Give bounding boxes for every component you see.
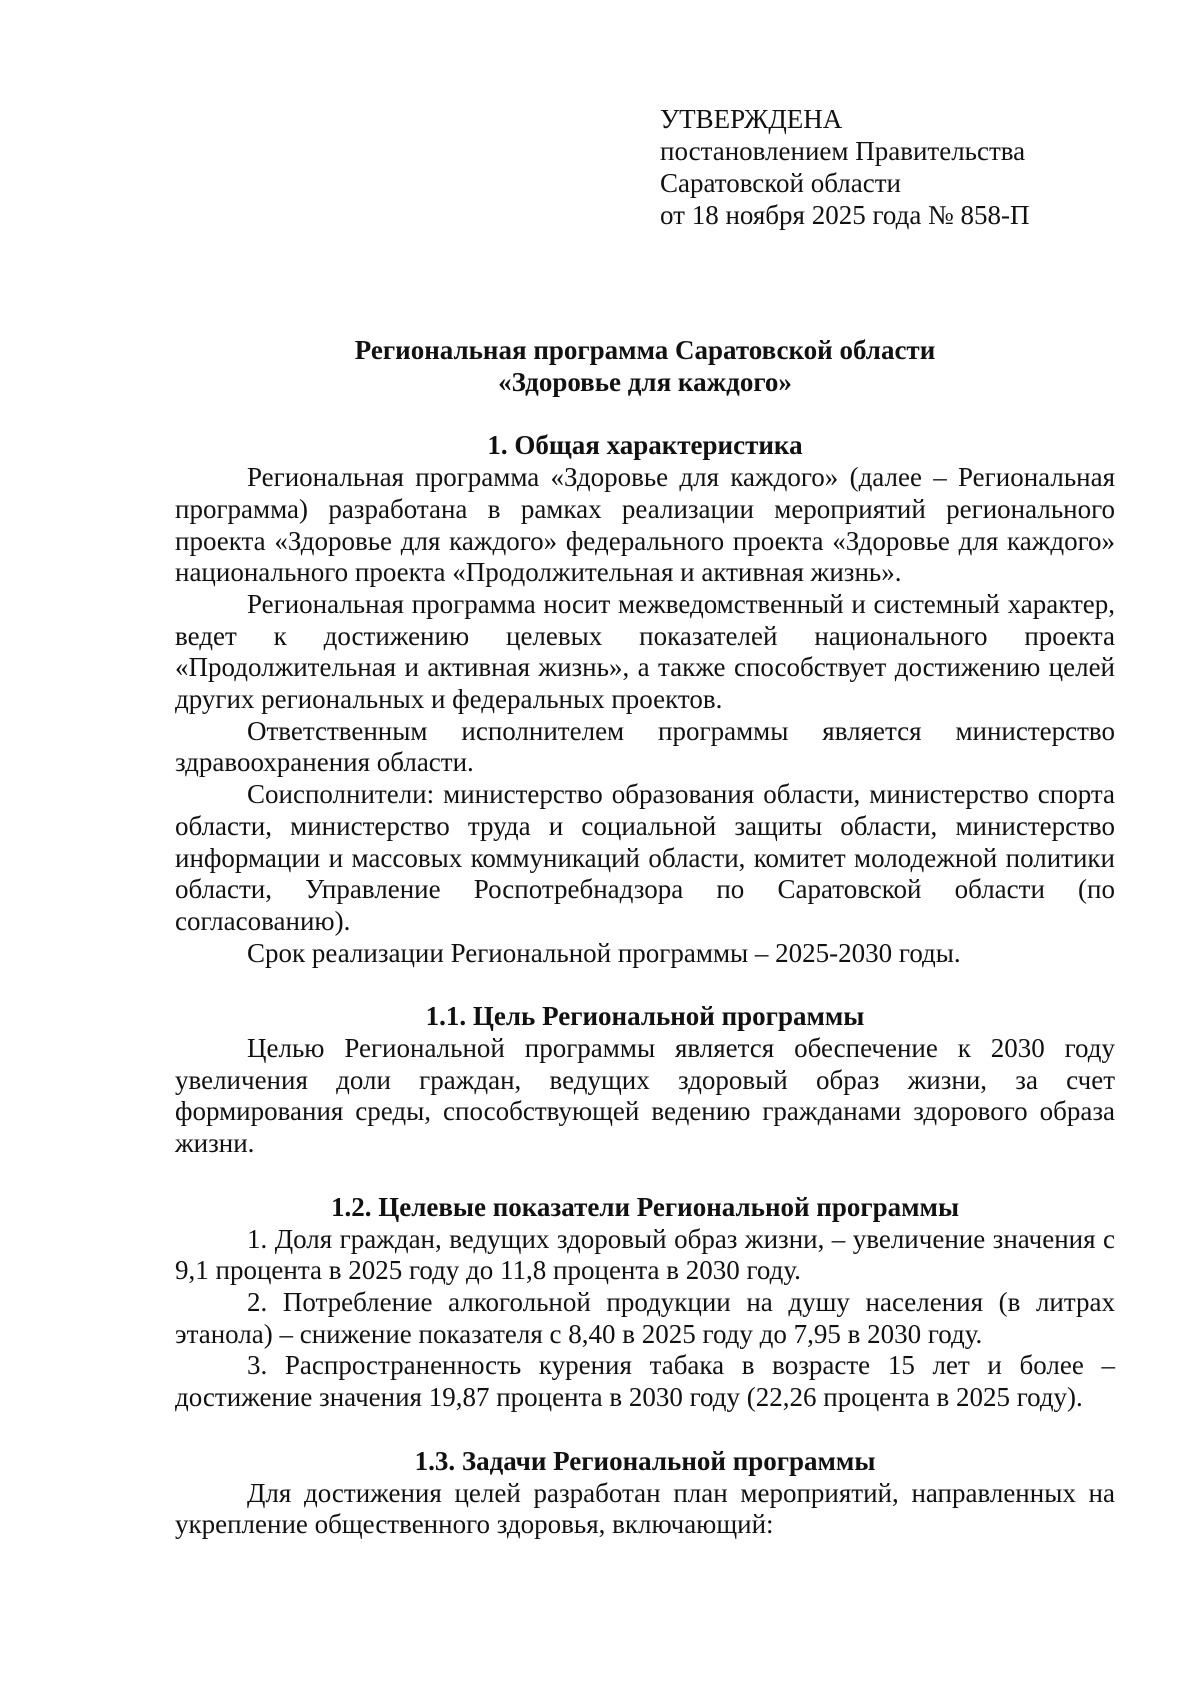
document-title-line-1: Региональная программа Саратовской области xyxy=(354,335,936,365)
target-indicator-item: 1. Доля граждан, ведущих здоровый образ жизни, – увеличение значения с 9,1 процента в 2025 году до 11,8 процента в 2030 году. xyxy=(175,1223,1115,1286)
section-1-3-paragraph: Для достижения целей разработан план мероприятий, направленных на укрепление общественного здоровья, включающий: xyxy=(175,1477,1115,1540)
target-indicator-item: 3. Распространенность курения табака в возрасте 15 лет и более – достижение значения 19,87 процента в 2030 году (22,26 процента в 2025 году). xyxy=(175,1350,1115,1413)
section-1-paragraph: Срок реализации Региональной программы – 2025-2030 годы. xyxy=(247,937,961,968)
section-1-paragraph: Ответственным исполнителем программы является министерство здравоохранения области. xyxy=(175,715,1115,778)
section-1-paragraph: Региональная программа носит межведомственный и системный характер, ведет к достижению целевых показателей национального проекта «Продолжительная и активная жизнь», а также способствует достижению целей других региональных и федеральных проектов. xyxy=(175,588,1115,715)
document-title-line-2: «Здоровье для каждого» xyxy=(498,366,792,397)
section-1-1-heading: 1.1. Цель Региональной программы xyxy=(425,1001,865,1032)
section-1-3-heading: 1.3. Задачи Региональной программы xyxy=(414,1445,876,1476)
section-1-1-paragraph: Целью Региональной программы является обеспечение к 2030 году увеличения доли граждан, ведущих здоровый образ жизни, за счет формирования среды, способствующей ведению гражданами здорового образа жизни. xyxy=(175,1033,1115,1159)
approval-stamp: УТВЕРЖДЕНА xyxy=(660,104,843,134)
approval-line-2: Саратовской области xyxy=(660,168,901,198)
approval-block xyxy=(660,103,1030,231)
target-indicator-item: 2. Потребление алкогольной продукции на душу населения (в литрах этанола) – снижение показателя с 8,40 в 2025 году до 7,95 в 2030 году. xyxy=(175,1286,1115,1349)
document-body xyxy=(175,335,1115,1541)
approval-line-1: постановлением Правительства xyxy=(660,136,1026,166)
section-1-paragraph: Соисполнители: министерство образования области, министерство спорта области, министерство труда и социальной защиты области, министерство информации и массовых коммуникаций области, комитет молодежной политики области, Управление Роспотребнадзора по Саратовской области (по согласованию). xyxy=(175,779,1115,936)
section-1-paragraph: Региональная программа «Здоровье для каждого» (далее – Региональная программа) разработана в рамках реализации мероприятий регионального проекта «Здоровье для каждого» федерального проекта «Здоровье для каждого» национального проекта «Продолжительная и активная жизнь». xyxy=(175,462,1115,588)
section-1-heading: 1. Общая характеристика xyxy=(487,430,803,461)
section-1-2-heading: 1.2. Целевые показатели Региональной программы xyxy=(330,1191,960,1222)
approval-date-number: от 18 ноября 2025 года № 858-П xyxy=(660,200,1030,230)
